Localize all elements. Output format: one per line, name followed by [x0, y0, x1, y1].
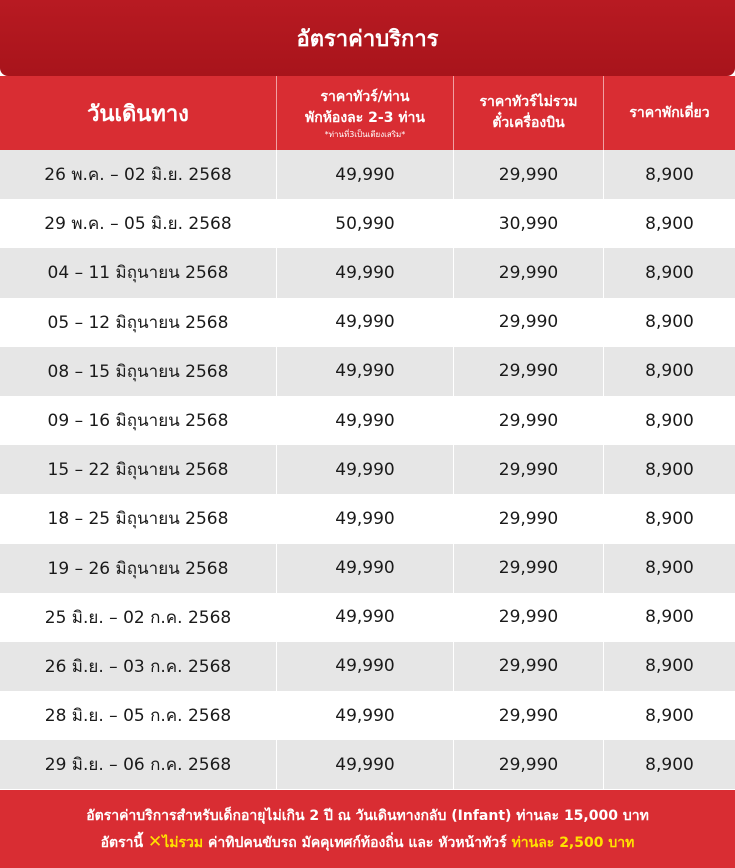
- cell-single: 8,900: [603, 248, 735, 297]
- cell-single: 8,900: [603, 199, 735, 248]
- cell-date: 15 – 22 มิถุนายน 2568: [47, 460, 229, 481]
- cell-date: 29 มิ.ย. – 06 ก.ค. 2568: [44, 755, 232, 776]
- table-row: [0, 199, 735, 248]
- header-no-flight-line1: ราคาทัวร์ไม่รวม: [479, 94, 578, 110]
- cell-date: 19 – 26 มิถุนายน 2568: [47, 558, 229, 579]
- cell-tour-price: 49,990: [276, 740, 453, 789]
- cell-single: 8,900: [603, 593, 735, 642]
- footer-line2-prefix: อัตรานี้: [100, 834, 144, 851]
- cell-tour-price: 49,990: [276, 642, 453, 691]
- table-row: [0, 347, 735, 396]
- footer-note: [0, 790, 735, 868]
- footer-line1: อัตราค่าบริการสำหรับเด็กอายุไม่เกิน 2 ปี ณ วันเดินทางกลับ (Infant) ท่านละ 15,000 บาท: [86, 807, 649, 824]
- table-row: [0, 396, 735, 445]
- cell-no-flight: 29,990: [453, 544, 603, 593]
- cell-no-flight: 29,990: [453, 691, 603, 740]
- cell-date: 18 – 25 มิถุนายน 2568: [47, 509, 229, 530]
- header-date-label: วันเดินทาง: [87, 101, 189, 127]
- header-no-flight: [453, 76, 603, 150]
- cell-no-flight: 29,990: [453, 740, 603, 789]
- table-row: [0, 248, 735, 297]
- cell-no-flight: 29,990: [453, 248, 603, 297]
- table-row: [0, 593, 735, 642]
- cell-tour-price: 49,990: [276, 396, 453, 445]
- cell-date: 28 มิ.ย. – 05 ก.ค. 2568: [44, 706, 232, 727]
- cell-no-flight: 29,990: [453, 150, 603, 199]
- cell-tour-price: 49,990: [276, 445, 453, 494]
- table-header: [0, 76, 735, 150]
- cell-single: 8,900: [603, 445, 735, 494]
- header-tour-price: [276, 76, 453, 150]
- cell-no-flight: 29,990: [453, 396, 603, 445]
- header-no-flight-line2: ตั๋วเครื่องบิน: [492, 115, 565, 131]
- table-row: [0, 544, 735, 593]
- cell-single: 8,900: [603, 544, 735, 593]
- cell-date: 26 มิ.ย. – 03 ก.ค. 2568: [44, 656, 232, 677]
- cell-single: 8,900: [603, 298, 735, 347]
- cell-date: 09 – 16 มิถุนายน 2568: [47, 411, 229, 432]
- table-row: [0, 494, 735, 543]
- footer-line2-middle: ค่าทิปคนขับรถ มัคคุเทศก์ท้องถิ่น และ หัวหน้าทัวร์: [207, 834, 507, 851]
- cell-tour-price: 49,990: [276, 544, 453, 593]
- footer-line2-amount: ท่านละ 2,500 บาท: [511, 834, 635, 851]
- header-tour-price-line1: ราคาทัวร์/ท่าน: [320, 88, 410, 105]
- cell-no-flight: 29,990: [453, 347, 603, 396]
- table-row: [0, 642, 735, 691]
- footer-not-included: ไม่รวม: [162, 834, 204, 851]
- cell-tour-price: 49,990: [276, 691, 453, 740]
- cell-tour-price: 50,990: [276, 199, 453, 248]
- title-bar: [0, 0, 735, 76]
- cell-tour-price: 49,990: [276, 494, 453, 543]
- table-row: [0, 150, 735, 199]
- cell-tour-price: 49,990: [276, 248, 453, 297]
- footer-line2: [101, 829, 635, 856]
- x-icon: ✕: [147, 831, 163, 852]
- table-body: [0, 150, 735, 789]
- cell-tour-price: 49,990: [276, 347, 453, 396]
- cell-date: 26 พ.ค. – 02 มิ.ย. 2568: [44, 165, 232, 186]
- table-row: [0, 740, 735, 789]
- cell-date: 25 มิ.ย. – 02 ก.ค. 2568: [44, 607, 232, 628]
- cell-tour-price: 49,990: [276, 593, 453, 642]
- header-date: [0, 76, 276, 150]
- cell-date: 08 – 15 มิถุนายน 2568: [47, 361, 229, 382]
- cell-single: 8,900: [603, 642, 735, 691]
- cell-single: 8,900: [603, 150, 735, 199]
- cell-tour-price: 49,990: [276, 298, 453, 347]
- header-single-label: ราคาพักเดี่ยว: [629, 104, 710, 121]
- header-tour-price-line2: พักห้องละ 2-3 ท่าน: [305, 109, 425, 126]
- cell-no-flight: 30,990: [453, 199, 603, 248]
- cell-single: 8,900: [603, 396, 735, 445]
- cell-single: 8,900: [603, 740, 735, 789]
- cell-no-flight: 29,990: [453, 593, 603, 642]
- cell-single: 8,900: [603, 691, 735, 740]
- header-tour-price-note: *ท่านที่3เป็นเตียงเสริม*: [324, 129, 406, 139]
- cell-date: 04 – 11 มิถุนายน 2568: [47, 263, 229, 284]
- cell-no-flight: 29,990: [453, 494, 603, 543]
- cell-no-flight: 29,990: [453, 298, 603, 347]
- table-row: [0, 298, 735, 347]
- cell-tour-price: 49,990: [276, 150, 453, 199]
- cell-date: 05 – 12 มิถุนายน 2568: [47, 312, 229, 333]
- table-row: [0, 691, 735, 740]
- page-title: อัตราค่าบริการ: [296, 26, 439, 52]
- cell-date: 29 พ.ค. – 05 มิ.ย. 2568: [44, 214, 232, 235]
- cell-no-flight: 29,990: [453, 642, 603, 691]
- cell-single: 8,900: [603, 347, 735, 396]
- cell-no-flight: 29,990: [453, 445, 603, 494]
- header-single: [603, 76, 735, 150]
- table-row: [0, 445, 735, 494]
- cell-single: 8,900: [603, 494, 735, 543]
